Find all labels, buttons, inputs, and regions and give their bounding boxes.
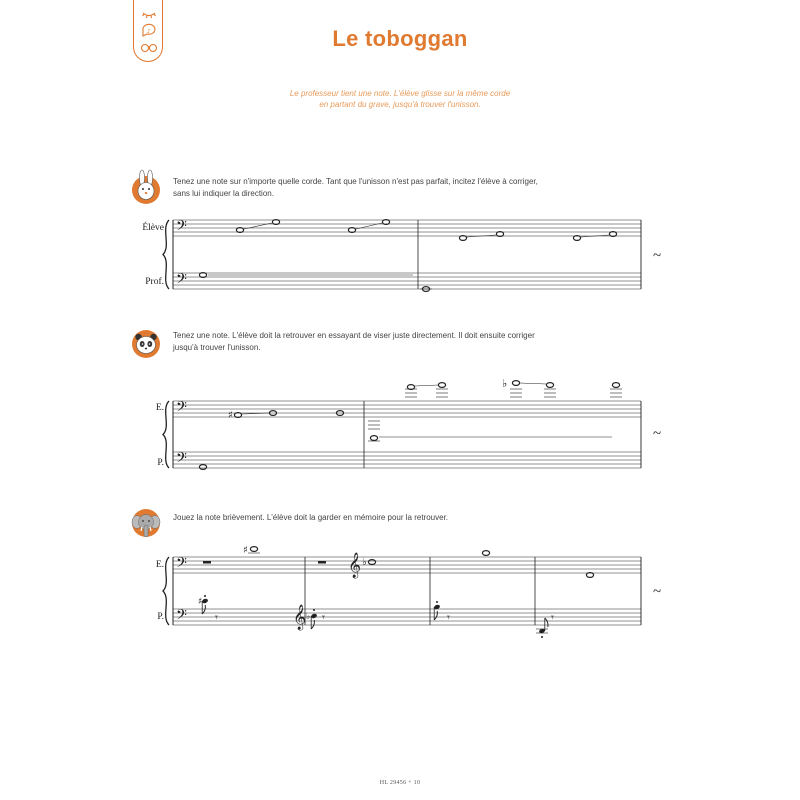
sharp-sign: ♯: [198, 597, 203, 607]
glissando-line: [520, 383, 546, 384]
whole-note: [496, 232, 503, 237]
flat-sign: ♭: [362, 557, 367, 568]
whole-note: [236, 228, 243, 233]
end-mark: ~: [653, 426, 662, 442]
staccato-dot: [541, 636, 543, 638]
bass-clef: 𝄢: [176, 607, 187, 627]
whole-note: [272, 220, 279, 225]
note-flag: [311, 620, 314, 629]
eighth-rest: 𝄾: [551, 611, 554, 624]
end-mark: ~: [653, 248, 662, 264]
note-flag: [202, 605, 205, 614]
whole-note: [250, 547, 257, 552]
treble-clef: 𝄞: [348, 553, 362, 578]
staccato-dot: [436, 601, 438, 603]
staccato-dot: [313, 609, 315, 611]
end-mark: ~: [653, 584, 662, 600]
bass-clef: 𝄢: [176, 555, 187, 575]
staff-label-upper: E.: [155, 560, 164, 570]
whole-note: [512, 381, 519, 386]
whole-note: [438, 383, 445, 388]
whole-rest: [203, 561, 211, 564]
whole-note: [199, 273, 206, 278]
flat-sign: ♭: [306, 612, 311, 622]
staff-label-lower: P.: [157, 612, 164, 622]
whole-note: [586, 573, 593, 578]
brace: [163, 557, 169, 625]
instruction-line: Tenez une note sur n'importe quelle corde. Tant que l'unisson n'est pas parfait, incitez l'élève à corriger,: [173, 177, 538, 186]
eighth-rest: 𝄾: [215, 611, 218, 624]
bass-clef: 𝄢: [176, 218, 187, 238]
sharp-sign: ♯: [243, 545, 248, 556]
intro-line: Le professeur tient une note. L'élève glisse sur la même corde: [289, 89, 511, 98]
page-footer: HL 29456 + 10: [379, 780, 421, 786]
instruction-line: Jouez la note brièvement. L'élève doit la garder en mémoire pour la retrouver.: [173, 513, 449, 522]
sharp-sign: ♯: [228, 410, 233, 421]
flat-sign: ♭: [502, 377, 508, 390]
bass-clef: 𝄢: [176, 399, 187, 419]
eighth-rest: 𝄾: [447, 611, 450, 624]
note-flag: [434, 611, 437, 620]
whole-note: [459, 236, 466, 241]
svg-text:♪: ♪: [147, 28, 151, 35]
bass-clef: 𝄢: [176, 271, 187, 291]
whole-note: [609, 232, 616, 237]
staff-label-lower: P.: [157, 458, 164, 468]
intro-line: en partant du grave, jusqu'à trouver l'unisson.: [319, 100, 481, 109]
staff-label-upper: E.: [155, 403, 164, 413]
treble-clef: 𝄞: [293, 605, 307, 630]
whole-note: [348, 228, 355, 233]
glissando-line: [415, 385, 438, 386]
brace: [163, 220, 169, 289]
whole-note: [482, 551, 489, 556]
brace: [163, 401, 169, 468]
instruction-line: jusqu'à trouver l'unisson.: [173, 343, 261, 352]
whole-note: [612, 383, 619, 388]
whole-note: [234, 413, 241, 418]
whole-note: [199, 465, 206, 470]
whole-note: [370, 436, 377, 441]
page-title: Le toboggan: [332, 26, 468, 51]
staff-label-upper: Élève: [142, 223, 164, 233]
eighth-rest: 𝄾: [322, 611, 325, 624]
whole-rest: [318, 561, 326, 564]
whole-note: [546, 383, 553, 388]
instruction-line: Tenez une note. L'élève doit la retrouver en essayant de viser juste directement. Il doit ensuite corriger: [173, 331, 535, 340]
note-flag: [545, 618, 548, 627]
whole-note: [573, 236, 580, 241]
staff-label-lower: Prof.: [145, 277, 164, 287]
instruction-line: sans lui indiquer la direction.: [173, 189, 274, 198]
whole-note: [382, 220, 389, 225]
whole-note: [368, 560, 375, 565]
bass-clef: 𝄢: [176, 450, 187, 470]
staccato-dot: [204, 595, 206, 597]
whole-note: [407, 385, 414, 390]
